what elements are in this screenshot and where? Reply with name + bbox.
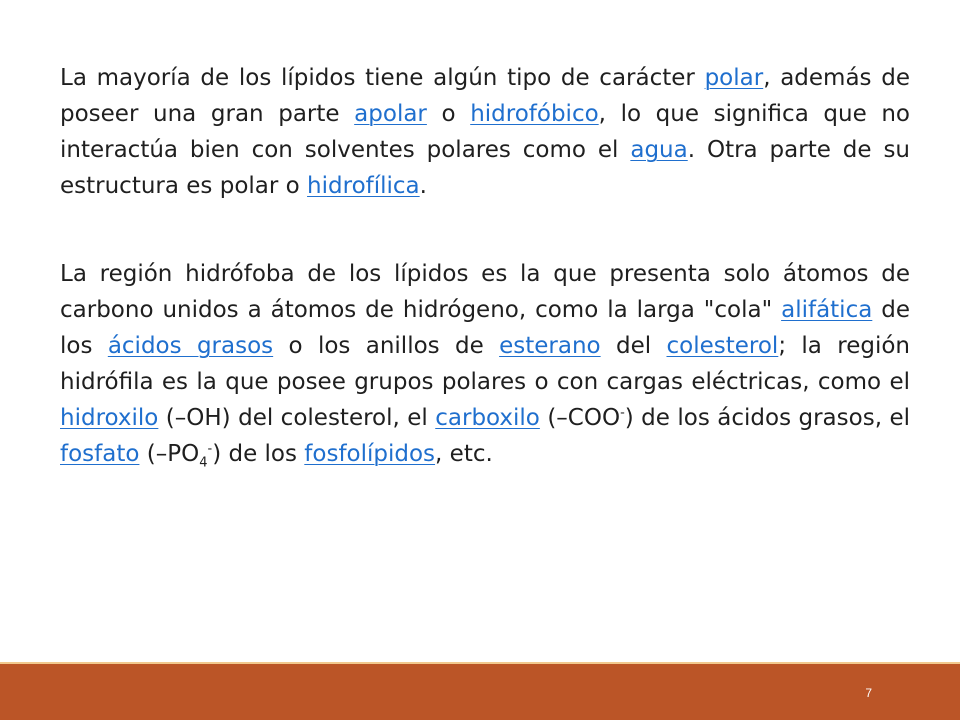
footer-band — [0, 664, 960, 720]
link-acidos-grasos[interactable]: ácidos grasos — [107, 333, 274, 359]
text-segment: ) de los ácidos grasos, el — [624, 405, 910, 431]
link-apolar[interactable]: apolar — [354, 101, 427, 127]
subscript-four: 4 — [199, 455, 208, 471]
text-segment: , etc. — [435, 441, 493, 467]
text-segment: (–OH) del colesterol, el — [158, 405, 436, 431]
superscript-charge: - — [620, 405, 625, 421]
text-segment: , lo que significa que no interactúa bien con solventes polares como el — [60, 101, 910, 163]
text-segment: ; la región hidrófila es la que posee grupos polares o con cargas eléctricas, como el — [60, 333, 910, 395]
link-hidroxilo[interactable]: hidroxilo — [60, 405, 159, 431]
superscript-charge: - — [207, 441, 213, 457]
link-hidrofobico[interactable]: hidrofóbico — [470, 101, 599, 127]
paragraph-lipid-polarity — [60, 60, 910, 204]
text-segment: (–PO — [139, 441, 200, 467]
text-segment: del — [600, 333, 667, 359]
page-number: 7 — [865, 686, 872, 700]
text-segment: , además de poseer una gran parte — [60, 65, 910, 127]
text-segment: o — [426, 101, 471, 127]
text-segment: ) de los — [212, 441, 305, 467]
link-alifatica[interactable]: alifática — [781, 297, 873, 323]
paragraph-hydrophobic-region — [60, 256, 910, 472]
link-colesterol[interactable]: colesterol — [666, 333, 779, 359]
text-segment: . Otra parte de su estructura es polar o — [60, 137, 911, 199]
slide-content — [60, 60, 910, 472]
text-segment: La región hidrófoba de los lípidos es la que presenta solo átomos de carbono unidos a átomos de hidrógeno, como la larga "cola" — [60, 261, 910, 323]
link-carboxilo[interactable]: carboxilo — [435, 405, 540, 431]
link-hidrofilica[interactable]: hidrofílica — [307, 173, 420, 199]
text-segment: La mayoría de los lípidos tiene algún tipo de carácter — [60, 65, 705, 91]
text-segment: . — [419, 173, 427, 199]
text-segment: (–COO — [539, 405, 621, 431]
link-agua[interactable]: agua — [630, 137, 688, 163]
link-esterano[interactable]: esterano — [499, 333, 601, 359]
text-segment: o los anillos de — [273, 333, 500, 359]
text-segment: de los — [60, 297, 910, 359]
link-polar[interactable]: polar — [704, 65, 764, 91]
link-fosfato[interactable]: fosfato — [60, 441, 140, 467]
link-fosfolipidos[interactable]: fosfolípidos — [304, 441, 436, 467]
